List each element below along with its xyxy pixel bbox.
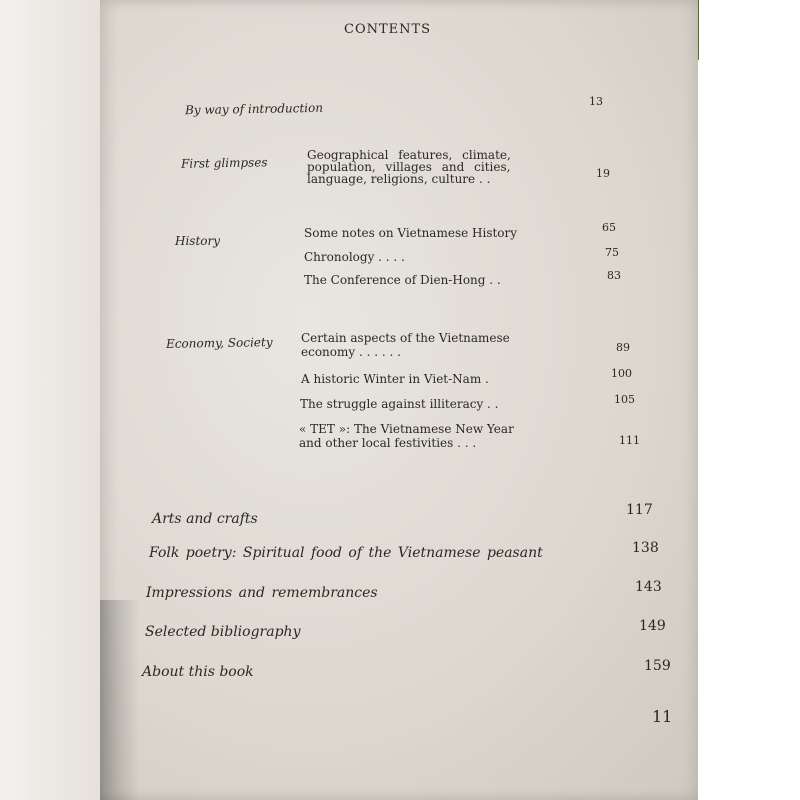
toc-history-label: History [175, 234, 221, 248]
page-number: 11 [652, 707, 673, 726]
background-left [0, 0, 100, 800]
toc-economy-item-4-line-2: and other local festivities . . . [299, 436, 477, 450]
toc-first-glimpses-line-2: population, villages and cities, [307, 160, 511, 174]
toc-section-arts: Arts and crafts [152, 511, 258, 527]
toc-history-item-2: Chronology . . . . [304, 250, 405, 264]
toc-economy-item-4-line-1: « TET »: The Vietnamese New Year [299, 422, 514, 436]
toc-economy-item-1-line-1: Certain aspects of the Vietnamese [301, 331, 510, 345]
toc-intro-label: By way of introduction [184, 100, 324, 118]
toc-section-impressions-page: 143 [635, 579, 662, 595]
toc-section-bibliography: Selected bibliography [145, 624, 301, 640]
toc-history-item-3: The Conference of Dien-Hong . . [304, 273, 501, 287]
toc-section-arts-page: 117 [626, 502, 653, 518]
toc-first-glimpses-page: 19 [596, 167, 610, 180]
toc-section-impressions: Impressions and remembrances [146, 585, 378, 601]
toc-economy-item-4-page: 111 [619, 434, 640, 447]
toc-section-about-page: 159 [644, 658, 671, 674]
toc-economy-item-3: The struggle against illiteracy . . [300, 397, 499, 411]
toc-first-glimpses-line-3: language, religions, culture . . [307, 172, 491, 186]
toc-history-item-1: Some notes on Vietnamese History [304, 226, 518, 240]
toc-history-item-1-page: 65 [602, 221, 616, 234]
page-shadow [100, 600, 140, 800]
toc-economy-item-2-page: 100 [611, 367, 632, 380]
toc-economy-item-2: A historic Winter in Viet-Nam . [301, 372, 489, 386]
toc-section-about: About this book [142, 664, 254, 680]
toc-economy-item-3-page: 105 [614, 393, 635, 406]
toc-economy-label: Economy, Society [165, 335, 273, 351]
toc-section-folk-poetry: Folk poetry: Spiritual food of the Vietnamese peasant [149, 545, 543, 561]
toc-history-item-3-page: 83 [607, 269, 621, 282]
toc-economy-item-1-page: 89 [616, 341, 630, 354]
toc-first-glimpses-line-1: Geographical features, climate, [307, 148, 511, 162]
toc-economy-item-1-line-2: economy . . . . . . [301, 345, 401, 359]
toc-section-bibliography-page: 149 [639, 618, 666, 634]
toc-section-folk-poetry-page: 138 [632, 540, 659, 556]
toc-first-glimpses-label: First glimpses [180, 155, 268, 171]
toc-intro-page: 13 [589, 95, 603, 108]
toc-history-item-2-page: 75 [605, 246, 619, 259]
background-right [695, 0, 800, 800]
page-title: CONTENTS [344, 22, 432, 37]
